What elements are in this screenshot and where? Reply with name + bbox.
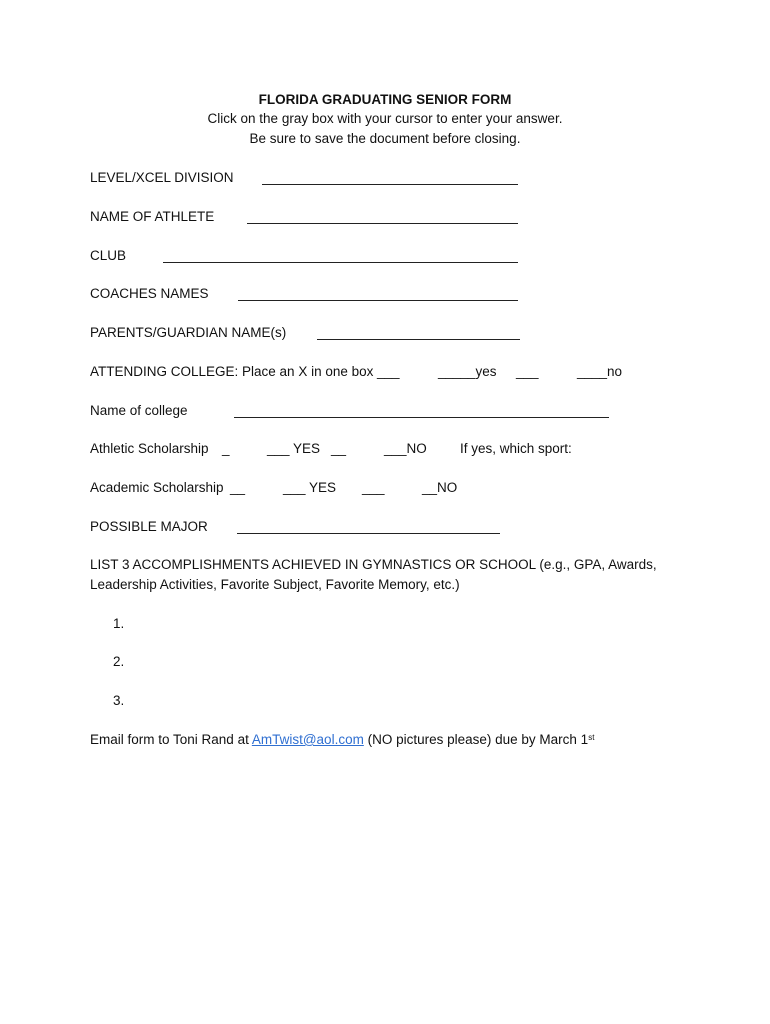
level-field[interactable] (262, 184, 518, 185)
athletic-no-option: ___NO (384, 441, 427, 456)
major-label: POSSIBLE MAJOR (90, 519, 208, 534)
footer-note (90, 732, 594, 748)
save-instruction-text: Be sure to save the document before closing. (249, 131, 521, 146)
coaches-field[interactable] (238, 300, 518, 301)
academic-label: Academic Scholarship (90, 480, 224, 495)
parents-field[interactable] (317, 339, 520, 340)
level-label: LEVEL/XCEL DIVISION (90, 170, 234, 185)
college-yes-option: _____yes (438, 364, 497, 379)
college-no-box[interactable]: ___ (516, 364, 539, 379)
academic-no-option: __NO (422, 480, 458, 495)
coaches-label: COACHES NAMES (90, 286, 209, 301)
college-yes-box[interactable]: ___ (377, 364, 400, 379)
date-superscript: st (588, 733, 595, 742)
major-field[interactable] (237, 533, 500, 534)
sport-label: If yes, which sport: (460, 441, 572, 456)
athletic-yes-box[interactable]: _ (222, 441, 230, 456)
college-name-field[interactable] (234, 417, 609, 418)
athletic-yes-option: ___ YES (267, 441, 321, 456)
college-label: ATTENDING COLLEGE: Place an X in one box (90, 364, 374, 379)
academic-yes-option: ___ YES (283, 480, 337, 495)
accomplishments-prompt: LIST 3 ACCOMPLISHMENTS ACHIEVED IN GYMNASTICS OR SCHOOL (e.g., GPA, Awards, (90, 557, 657, 572)
accomplishment-item-1[interactable]: 1. (113, 616, 125, 631)
accomplishment-item-2[interactable]: 2. (113, 654, 125, 669)
club-field[interactable] (163, 262, 518, 263)
academic-yes-box[interactable]: __ (230, 480, 246, 495)
academic-no-box[interactable]: ___ (362, 480, 385, 495)
email-link[interactable]: AmTwist@aol.com (251, 732, 364, 747)
footer-suffix: (NO pictures please) due by March 1 (363, 732, 589, 747)
athletic-label: Athletic Scholarship (90, 441, 209, 456)
footer-prefix: Email form to Toni Rand at (90, 732, 252, 747)
accomplishment-item-3[interactable]: 3. (113, 693, 125, 708)
club-label: CLUB (90, 248, 127, 263)
parents-label: PARENTS/GUARDIAN NAME(s) (90, 325, 287, 340)
college-no-option: ____no (577, 364, 623, 379)
athlete-field[interactable] (247, 223, 518, 224)
form-title: FLORIDA GRADUATING SENIOR FORM (258, 92, 512, 107)
instruction-text: Click on the gray box with your cursor to enter your answer. (207, 111, 563, 126)
athletic-no-box[interactable]: __ (331, 441, 347, 456)
athlete-label: NAME OF ATHLETE (90, 209, 215, 224)
accomplishments-prompt-cont: Leadership Activities, Favorite Subject, Favorite Memory, etc.) (90, 577, 460, 592)
college-name-label: Name of college (90, 403, 188, 418)
